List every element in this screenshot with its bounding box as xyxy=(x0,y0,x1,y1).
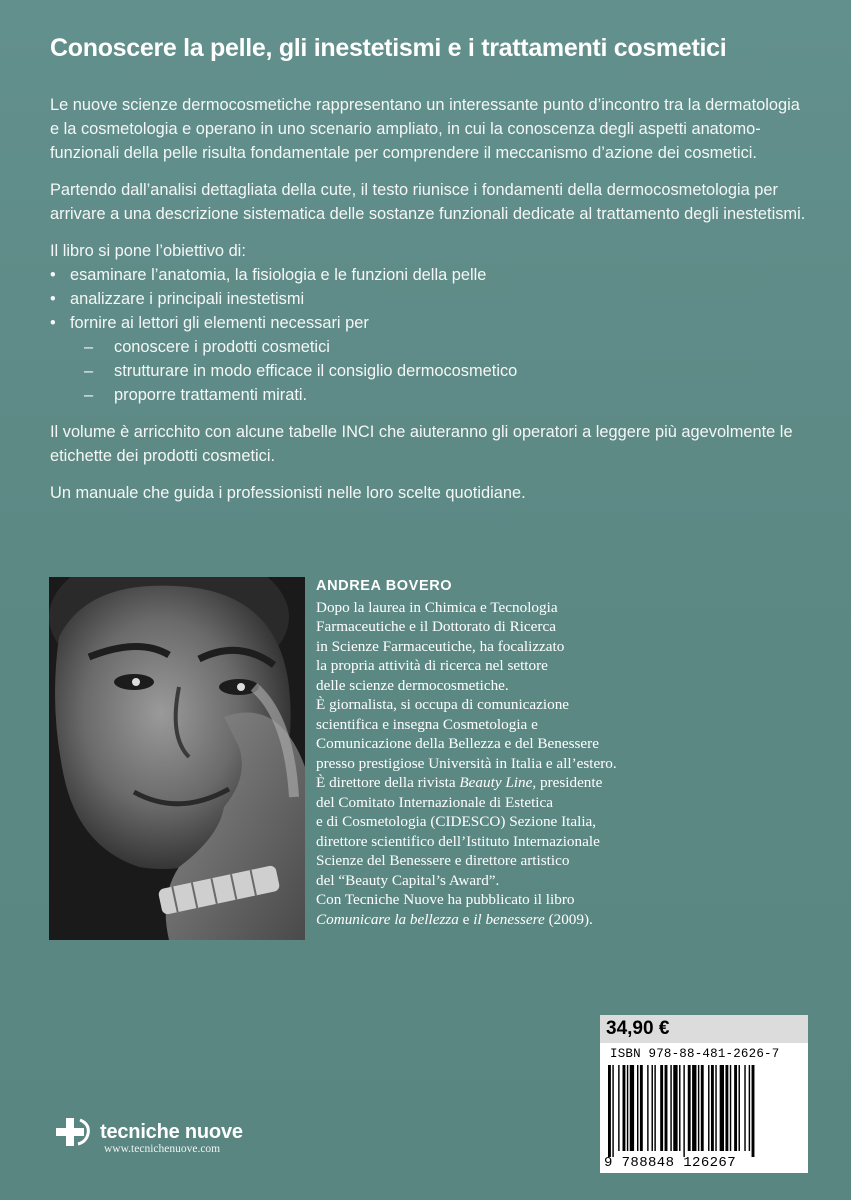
bio-line: scientifica e insegna Cosmetologia e xyxy=(316,715,538,733)
tecniche-nuove-logo-icon xyxy=(50,1114,94,1150)
description xyxy=(50,93,810,518)
author-bio xyxy=(316,577,646,929)
bio-line: in Scienze Farmaceutiche, ha focalizzato xyxy=(316,637,565,655)
barcode-bar xyxy=(637,1065,638,1151)
bio-line: Con Tecniche Nuove ha pubblicato il libro xyxy=(316,891,575,908)
barcode-bar xyxy=(715,1065,716,1151)
bio-line-book: Comunicare la bellezza e il benessere (2009). xyxy=(316,910,593,928)
publisher-url[interactable]: www.tecnichenuove.com xyxy=(104,1143,221,1155)
sub-list-item: – conoscere i prodotti cosmetici xyxy=(84,335,810,359)
bio-line: delle scienze dermocosmetiche. xyxy=(316,676,509,694)
barcode-bar xyxy=(711,1065,714,1151)
objectives-sublist xyxy=(70,335,810,407)
paragraph-intro: Le nuove scienze dermocosmetiche rappresentano un interessante punto d’incontro tra la dermatologia e la cosmetologia e operano in uno scenario ampliato, in cui la conoscenza degli aspetti anatomo-funzionali della pelle risulta fondamentale per comprendere il meccanismo d’azione dei cosmetici. xyxy=(50,96,800,162)
publisher-name: tecniche nuove xyxy=(100,1120,243,1143)
paragraph-summary: Un manuale che guida i professionisti nelle loro scelte quotidiane. xyxy=(50,484,526,502)
bio-line: Farmaceutiche e il Dottorato di Ricerca xyxy=(316,618,556,635)
magazine-title: Beauty Line xyxy=(459,774,533,791)
barcode-bar xyxy=(720,1065,724,1151)
barcode-bar xyxy=(679,1065,680,1151)
barcode-bar xyxy=(640,1065,643,1151)
paragraph-content: Partendo dall’analisi dettagliata della cute, il testo riunisce i fondamenti della dermocosmetologia per arrivare a una descrizione sistematica delle sostanze funzionali dedicate al trattamento degli inestetismi. xyxy=(50,181,806,223)
barcode-bar xyxy=(608,1065,611,1157)
bio-line: del Comitato Internazionale di Estetica xyxy=(316,793,554,811)
barcode-icon xyxy=(608,1065,802,1157)
barcode-bar xyxy=(630,1065,634,1151)
sub-list-item: – proporre trattamenti mirati. xyxy=(84,383,810,407)
bio-line: presso prestigiose Università in Italia e all’estero. xyxy=(316,754,617,772)
paragraph-inci: Il volume è arricchito con alcune tabelle INCI che aiuteranno gli operatori a leggere più agevolmente le etichette dei prodotti cosmetici. xyxy=(50,423,793,465)
bio-line: Scienze del Benessere e direttore artistico xyxy=(316,852,570,869)
bio-line: del “Beauty Capital’s Award”. xyxy=(316,871,500,889)
bio-line: e di Cosmetologia (CIDESCO) Sezione Italia, xyxy=(316,813,597,830)
author-portrait xyxy=(49,577,305,940)
barcode-bar xyxy=(612,1065,613,1157)
ean-number: 9 788848 126267 xyxy=(604,1155,737,1171)
bio-line: direttore scientifico dell’Istituto Internazionale xyxy=(316,832,600,850)
barcode-bar xyxy=(670,1065,671,1151)
bio-line: la propria attività di ricerca nel settore xyxy=(316,657,548,674)
bio-line: È giornalista, si occupa di comunicazione xyxy=(316,696,570,713)
barcode-bar xyxy=(623,1065,626,1151)
barcode-bar xyxy=(708,1065,709,1151)
barcode-bar xyxy=(652,1065,653,1151)
book-title: Comunicare la bellezza xyxy=(316,910,459,928)
barcode-bar xyxy=(744,1065,745,1151)
barcode-bar xyxy=(673,1065,677,1151)
author-portrait-image xyxy=(49,577,305,940)
sub-list-item: – strutturare in modo efficace il consiglio dermocosmetico xyxy=(84,359,810,383)
barcode-bar xyxy=(692,1065,696,1151)
barcode-bar xyxy=(698,1065,699,1151)
author-name: ANDREA BOVERO xyxy=(316,578,453,594)
barcode-bar xyxy=(752,1065,755,1157)
barcode-bar xyxy=(734,1065,737,1151)
barcode-bar xyxy=(701,1065,704,1151)
list-item: • fornire ai lettori gli elementi necessari per – conoscere i prodotti cosmetici – strutturare in modo efficace il consiglio dermocosmetico – proporre trattamenti mirati. xyxy=(50,311,810,407)
bio-line: Comunicazione della Bellezza e del Benessere xyxy=(316,735,599,752)
cover-title: Conoscere la pelle, gli inestetismi e i trattamenti cosmetici xyxy=(50,34,727,62)
objectives-intro: Il libro si pone l’obiettivo di: xyxy=(50,242,246,260)
barcode-bar xyxy=(739,1065,740,1151)
bio-line: Dopo la laurea in Chimica e Tecnologia xyxy=(316,598,558,616)
isbn-number: ISBN 978-88-481-2626-7 xyxy=(610,1047,780,1061)
barcode-bar xyxy=(749,1065,750,1151)
barcode-bar xyxy=(688,1065,691,1151)
book-title: il benessere xyxy=(473,910,545,928)
list-item: • analizzare i principali inestetismi xyxy=(50,287,810,311)
barcode-bar xyxy=(654,1065,655,1151)
price-tag: 34,90 € xyxy=(600,1015,808,1043)
barcode-bar xyxy=(730,1065,731,1151)
bio-line-director: È direttore della rivista Beauty Line, presidente xyxy=(316,774,603,791)
barcode-bar xyxy=(618,1065,619,1151)
barcode-bar xyxy=(665,1065,668,1151)
barcode-bar xyxy=(647,1065,648,1151)
barcode-bar xyxy=(725,1065,728,1151)
barcode-bar xyxy=(627,1065,628,1151)
objectives-list xyxy=(50,263,810,407)
barcode-bar xyxy=(660,1065,663,1151)
list-item: • esaminare l’anatomia, la fisiologia e le funzioni della pelle xyxy=(50,263,810,287)
barcode-bar xyxy=(683,1065,684,1157)
barcode-label xyxy=(600,1015,808,1173)
